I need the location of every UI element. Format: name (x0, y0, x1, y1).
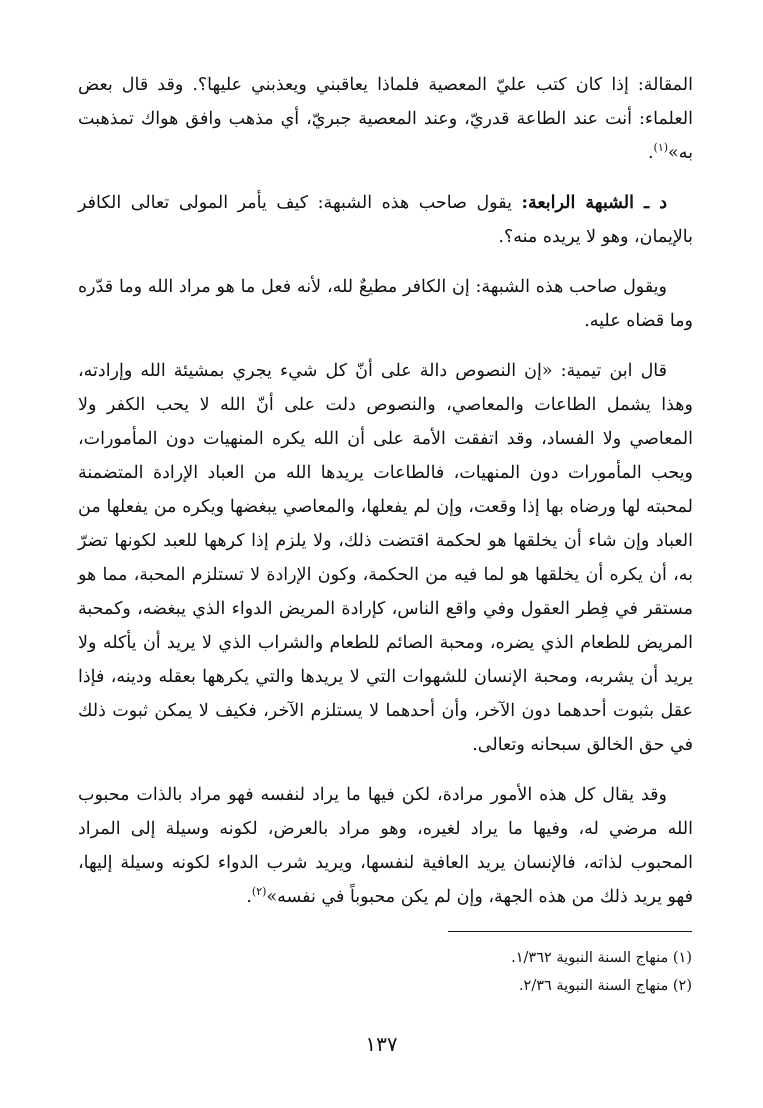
paragraph-5 (78, 778, 693, 914)
footnote-divider (448, 931, 692, 932)
paragraph-5-text: وقد يقال كل هذه الأمور مرادة، لكن فيها ما يراد لنفسه فهو مراد بالذات محبوب الله مرضي له، وفيها ما يراد لغيره، وهو مراد بالعرض، لكونه وسيلة إلى المراد المحبوب لذاته، فالإنسان يريد العافية لنفسها، ويريد شرب الدواء لكونه وسيلة إليها، فهو يريد ذلك من هذه الجهة، وإن لم يكن محبوباً في نفسه» (78, 785, 693, 907)
footnote-2: (٢) منهاج السنة النبوية ٢/٣٦. (518, 978, 692, 994)
paragraph-4-text: قال ابن تيمية: «إن النصوص دالة على أنّ كل شيء يجري بمشيئة الله وإرادته، وهذا يشمل الطاعات والمعاصي، والنصوص دلت على أنّ الله لا يحب الكفر ولا المعاصي ولا الفساد، وقد اتفقت الأمة على أن الله يكره المنهيات دون المأمورات، ويحب المأمورات دون المنهيات، فالطاعات يريدها الله من العباد الإرادة المتضمنة لمحبته لها ورضاه بها إذا وقعت، وإن لم يفعلها، والمعاصي يبغضها ويكره من يفعلها من العباد وإن شاء أن يخلقها هو لحكمة اقتضت ذلك، ولا يلزم إذا كرهها للعبد لكونها تضرّ به، أن يكره أن يخلقها هو لما فيه من الحكمة، وكون الإرادة لا تستلزم المحبة، مما هو مستقر في فِطر العقول وفي واقع الناس، كإرادة المريض الدواء الذي يبغضه، وكمحبة المريض للطعام الذي يضره، ومحبة الصائم للطعام والشراب الذي لا يريد أن يأكله ولا يريد أن يشربه، ومحبة الإنسان للشهوات التي لا يريدها والتي يكرهها بعقله ودينه، فإذا عقل بثبوت أحدهما دون الآخر، وأن أحدهما لا يستلزم الآخر، فكيف لا يمكن ثبوت ذلك في حق الخالق سبحانه وتعالى. (78, 361, 693, 755)
paragraph-1-end: . (647, 143, 654, 163)
paragraph-5-end: . (246, 887, 252, 907)
footnotes (300, 944, 692, 1000)
footnote-1: (١) منهاج السنة النبوية ١/٣٦٢. (511, 950, 692, 966)
paragraph-3 (78, 270, 693, 338)
section-heading: د ـ الشبهة الرابعة: (521, 193, 667, 213)
paragraph-2-text: يقول صاحب هذه الشبهة: كيف يأمر المولى تعالى الكافر بالإيمان، وهو لا يريده منه؟. (78, 193, 693, 247)
paragraph-2 (78, 186, 693, 254)
footnote-ref-1: (١) (653, 141, 669, 155)
page-number: ١٣٧ (365, 1032, 398, 1056)
paragraph-1 (78, 68, 693, 170)
paragraph-1-text: المقالة: إذا كان كتب عليّ المعصية فلماذا يعاقبني ويعذبني عليها؟. وقد قال بعض العلماء: أنت عند الطاعة قدريّ، وعند المعصية جبريّ، أي مذهب وافق هواك تمذهبت به» (78, 75, 693, 163)
paragraph-3-text: ويقول صاحب هذه الشبهة: إن الكافر مطيعٌ لله، لأنه فعل ما هو مراد الله وما قدّره وما قضاه عليه. (78, 277, 693, 331)
paragraph-4 (78, 354, 693, 762)
footnote-ref-2: (٢) (251, 885, 267, 899)
page-body (78, 68, 693, 930)
